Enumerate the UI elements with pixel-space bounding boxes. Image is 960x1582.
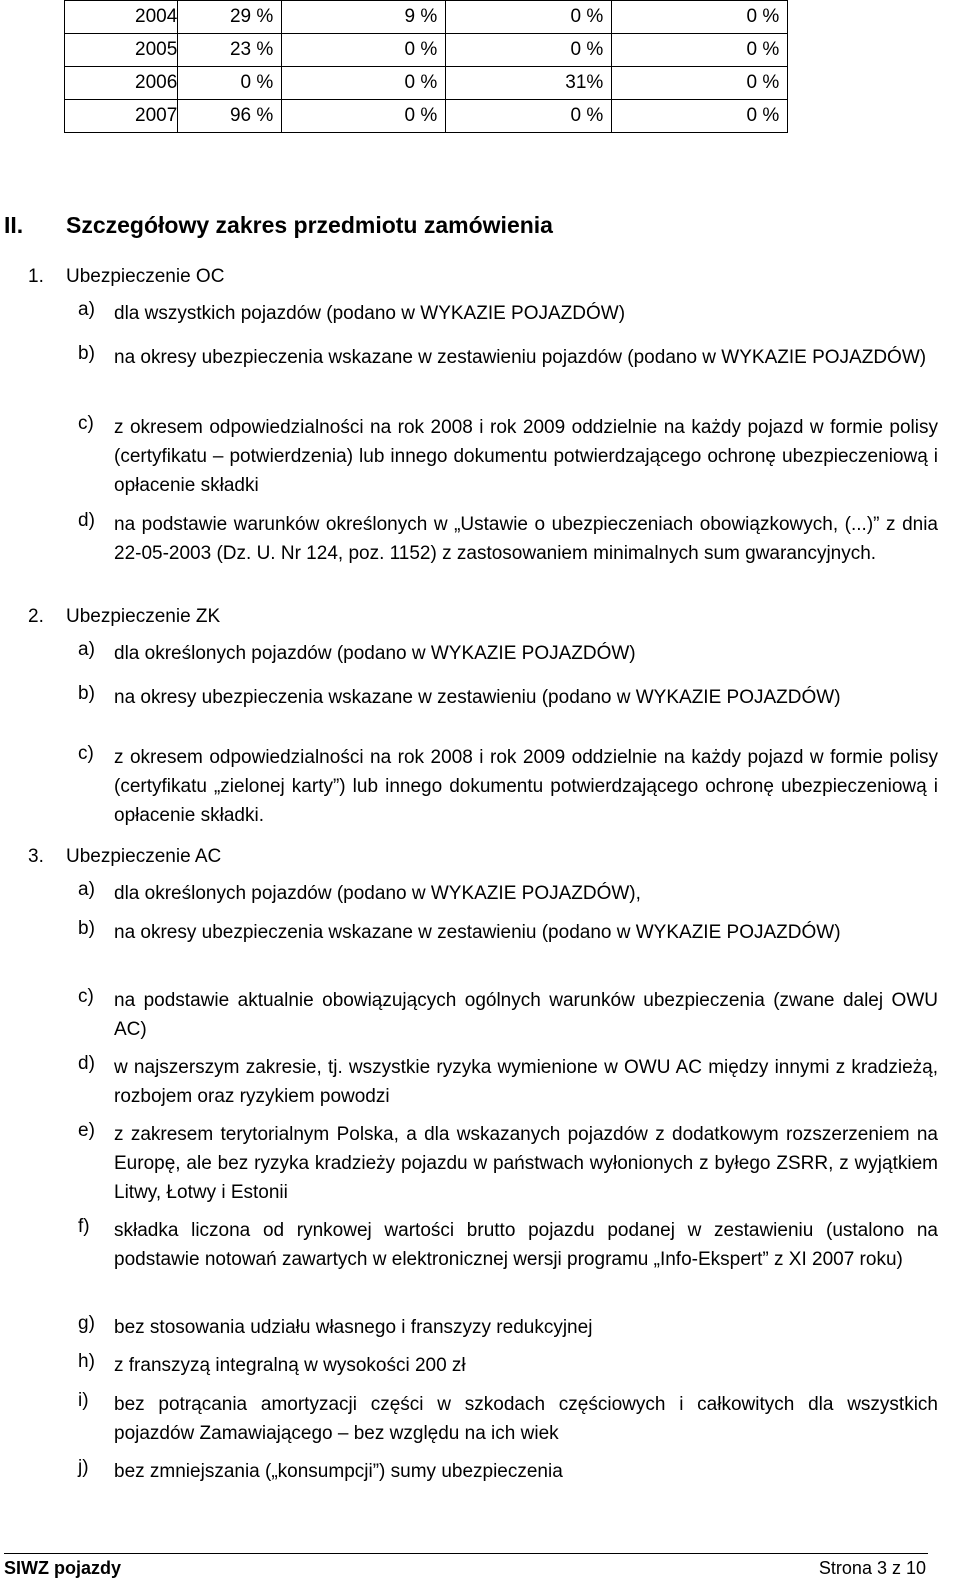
item-text: składka liczona od rynkowej wartości brutto pojazdu podanej w zestawieniu (ustalono na podstawie notowań zawartych w elektronicznej wersji programu „Info-Ekspert” z XI 2007 roku) — [114, 1220, 938, 1270]
section-title-text: Ubezpieczenie ZK — [66, 606, 221, 627]
section-heading-title: Szczegółowy zakres przedmiotu zamówienia — [66, 212, 553, 238]
item-letter: c) — [78, 413, 94, 434]
item-letter: a) — [78, 639, 95, 660]
table-cell: 0 % — [612, 1, 788, 34]
section-title — [28, 606, 220, 628]
section-title — [28, 846, 221, 868]
item-letter: c) — [78, 743, 94, 764]
table-row — [65, 67, 788, 100]
table-cell: 31% — [446, 67, 612, 100]
table-row — [65, 100, 788, 133]
item-letter: b) — [78, 918, 95, 939]
table-row — [65, 1, 788, 34]
item-text: na podstawie warunków określonych w „Ustawie o ubezpieczeniach obowiązkowych, (...)” z dnia 22-05-2003 (Dz. U. Nr 124, poz. 1152) z zastosowaniem minimalnych sum gwarancyjnych. — [114, 514, 938, 564]
item-text: na podstawie aktualnie obowiązujących ogólnych warunków ubezpieczenia (zwane dalej OWU AC) — [114, 990, 938, 1040]
item-letter: c) — [78, 986, 94, 1007]
table-cell: 23 % — [178, 34, 282, 67]
section-title — [28, 266, 224, 288]
footer-divider — [4, 1553, 928, 1554]
table-cell: 0 % — [612, 100, 788, 133]
item-text: w najszerszym zakresie, tj. wszystkie ryzyka wymienione w OWU AC między innymi z kradzieżą, rozbojem oraz ryzykiem powodzi — [114, 1057, 938, 1107]
section-title-text: Ubezpieczenie AC — [66, 846, 222, 867]
section-number: 2. — [28, 606, 44, 627]
table-cell: 9 % — [282, 1, 446, 34]
item-text: z franszyzą integralną w wysokości 200 zł — [114, 1355, 466, 1376]
item-text: z okresem odpowiedzialności na rok 2008 i rok 2009 oddzielnie na każdy pojazd w formie polisy (certyfikatu – potwierdzenia) lub innego dokumentu potwierdzającego ochronę ubezpieczeniową i opłacenie składki — [114, 417, 938, 496]
item-text: na okresy ubezpieczenia wskazane w zestawieniu (podano w WYKAZIE POJAZDÓW) — [114, 922, 841, 943]
footer-document-name: SIWZ pojazdy — [4, 1558, 121, 1578]
table-cell: 0 % — [446, 100, 612, 133]
item-letter: b) — [78, 343, 95, 364]
table-cell: 0 % — [282, 100, 446, 133]
item-text: na okresy ubezpieczenia wskazane w zestawieniu pojazdów (podano w WYKAZIE POJAZDÓW) — [114, 347, 927, 368]
item-letter: g) — [78, 1313, 95, 1334]
item-letter: b) — [78, 683, 95, 704]
item-text: bez zmniejszania („konsumpcji”) sumy ubezpieczenia — [114, 1461, 563, 1482]
item-text: dla określonych pojazdów (podano w WYKAZIE POJAZDÓW), — [114, 883, 641, 904]
table-row — [65, 34, 788, 67]
table-cell: 2006 — [65, 67, 178, 100]
table-cell: 0 % — [612, 67, 788, 100]
item-text: na okresy ubezpieczenia wskazane w zestawieniu (podano w WYKAZIE POJAZDÓW) — [114, 687, 841, 708]
item-letter: f) — [78, 1216, 90, 1237]
item-text: z zakresem terytorialnym Polska, a dla wskazanych pojazdów z dodatkowym rozszerzeniem na Europę, ale bez ryzyka kradzieży pojazdu w państwach wyłonionych z byłego ZSRR, z wyjątkiem Litwy, Łotwy i Estonii — [114, 1124, 938, 1203]
footer-page-number: Strona 3 z 10 — [818, 1558, 926, 1578]
table-cell: 2004 — [65, 1, 178, 34]
table-cell: 0 % — [282, 67, 446, 100]
item-letter: d) — [78, 510, 95, 531]
item-letter: j) — [78, 1457, 89, 1478]
item-letter: h) — [78, 1351, 95, 1372]
section-heading-number: II. — [4, 212, 24, 238]
item-letter: a) — [78, 879, 95, 900]
table-cell: 0 % — [178, 67, 282, 100]
table-cell: 29 % — [178, 1, 282, 34]
table-cell: 2007 — [65, 100, 178, 133]
section-title-text: Ubezpieczenie OC — [66, 266, 225, 287]
table-cell: 96 % — [178, 100, 282, 133]
item-text: dla wszystkich pojazdów (podano w WYKAZIE POJAZDÓW) — [114, 303, 626, 324]
item-letter: e) — [78, 1120, 95, 1141]
table-cell: 0 % — [446, 34, 612, 67]
section-number: 1. — [28, 266, 44, 287]
item-letter: d) — [78, 1053, 95, 1074]
item-text: bez potrącania amortyzacji części w szkodach częściowych i całkowitych dla wszystkich pojazdów Zamawiającego – bez względu na ich wiek — [114, 1394, 938, 1444]
table-cell: 0 % — [446, 1, 612, 34]
percentage-table — [64, 0, 788, 133]
table-cell: 0 % — [612, 34, 788, 67]
section-number: 3. — [28, 846, 44, 867]
item-letter: a) — [78, 299, 95, 320]
item-text: bez stosowania udziału własnego i franszyzy redukcyjnej — [114, 1317, 593, 1338]
item-text: z okresem odpowiedzialności na rok 2008 i rok 2009 oddzielnie na każdy pojazd w formie polisy (certyfikatu „zielonej karty”) lub innego dokumentu potwierdzającego ochronę ubezpieczeniową i opłacenie składki. — [114, 747, 938, 826]
item-text: dla określonych pojazdów (podano w WYKAZIE POJAZDÓW) — [114, 643, 636, 664]
table-cell: 2005 — [65, 34, 178, 67]
table-cell: 0 % — [282, 34, 446, 67]
item-letter: i) — [78, 1390, 89, 1411]
